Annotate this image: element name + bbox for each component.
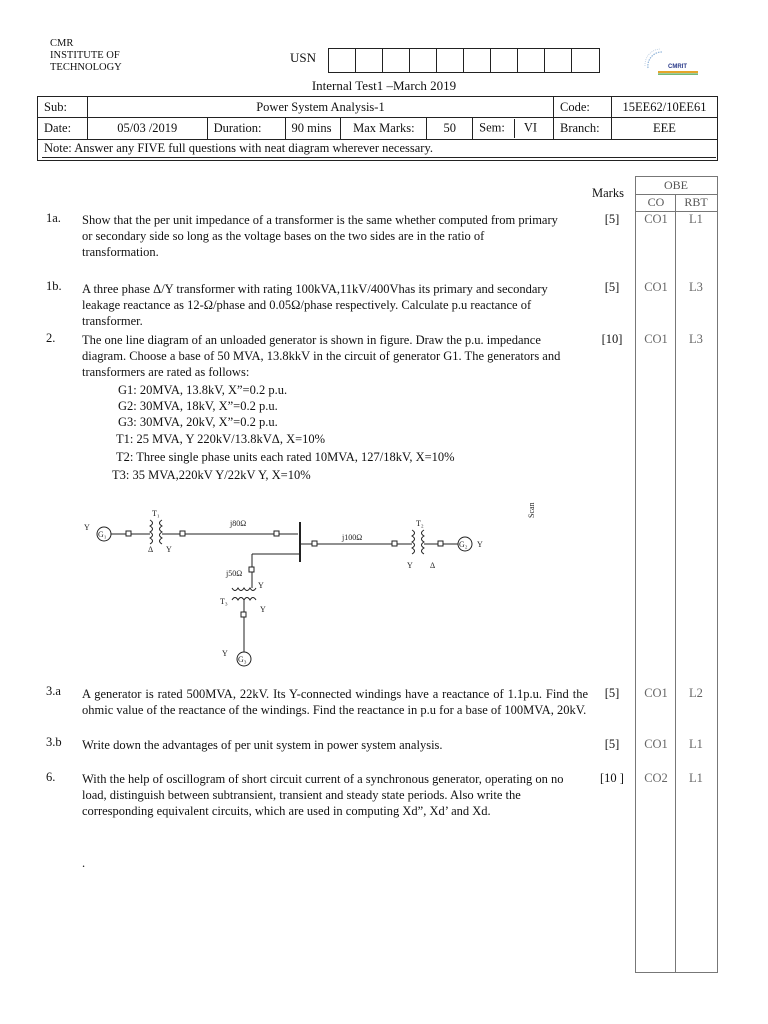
usn-box[interactable]: [518, 49, 545, 72]
usn-box[interactable]: [545, 49, 572, 72]
rating-g3: G3: 30MVA, 20kV, X”=0.2 p.u.: [118, 415, 278, 429]
usn-box[interactable]: [383, 49, 410, 72]
g2-y-label: Y: [477, 540, 483, 549]
question-rbt: L3: [689, 332, 703, 346]
question-text: With the help of oscillogram of short circuit current of a synchronous generator, operating on no load, distinguish between subtransient, transient and steady state periods. Also write the corresponding equivalent circuits, which are used in computing Xd”, Xd’ and Xd.: [82, 772, 564, 818]
marks-header: Marks: [592, 186, 624, 200]
logo-text: CMRIT: [668, 64, 687, 70]
sem-value: VI: [523, 120, 538, 135]
usn-box[interactable]: [572, 49, 599, 72]
t3-label: T₃: [220, 597, 228, 606]
institute-line: INSTITUTE OF: [50, 50, 120, 61]
transformer-t3-primary: [232, 588, 256, 591]
question-co: CO1: [644, 737, 668, 751]
rating-g2: G2: 30MVA, 18kV, X”=0.2 p.u.: [118, 399, 278, 413]
obe-left-border: [635, 176, 636, 973]
cmrit-logo: [640, 46, 702, 76]
question-number: 3.a: [46, 684, 61, 698]
t1-y-label: Y: [166, 545, 172, 554]
g1-y-label: Y: [84, 523, 90, 532]
obe-right-border: [717, 176, 718, 973]
rbt-header: RBT: [684, 195, 708, 209]
usn-box[interactable]: [464, 49, 491, 72]
transformer-t1-secondary: [160, 520, 163, 544]
question-number: 1b.: [46, 279, 62, 293]
t1-label: T₁: [152, 509, 160, 518]
one-line-diagram: [62, 492, 562, 680]
obe-bottom-border: [635, 972, 717, 973]
sub-label: Sub:: [38, 97, 88, 118]
code-label: Code:: [553, 97, 611, 118]
note: Note: Answer any FIVE full questions with neat diagram wherever necessary.: [38, 140, 718, 161]
question-co: CO2: [644, 771, 668, 785]
question-rbt: L1: [689, 212, 703, 226]
rating-t3: T3: 35 MVA,220kV Y/22kV Y, X=10%: [112, 468, 311, 482]
institute-line: CMR: [50, 38, 74, 49]
obe-top-border: [635, 176, 717, 177]
header-table: [37, 96, 718, 161]
question-co: CO1: [644, 686, 668, 700]
test-title: Internal Test1 –March 2019: [311, 78, 457, 93]
question-number: 2.: [46, 331, 56, 345]
transformer-t1-primary: [150, 520, 153, 544]
line-j80-label: j80Ω: [230, 519, 247, 528]
g3-label: G₃: [238, 655, 247, 664]
question-marks: [5]: [604, 686, 620, 700]
duration-label: Duration:: [207, 118, 285, 140]
usn-box[interactable]: [329, 49, 356, 72]
question-co: CO1: [644, 212, 668, 226]
g2-label: G₂: [459, 540, 468, 549]
g3-y-label: Y: [222, 649, 228, 658]
question-number: 3.b: [46, 735, 62, 749]
t3-y-label: Y: [258, 581, 264, 590]
question-marks: [5]: [604, 280, 620, 294]
obe-header: OBE: [664, 178, 688, 192]
sem-label: Sem:: [479, 120, 505, 135]
question-marks: [5]: [604, 737, 620, 751]
usn-label: USN: [290, 50, 317, 65]
usn-box[interactable]: [356, 49, 383, 72]
question-marks: [10]: [601, 332, 623, 346]
question-co: CO1: [644, 332, 668, 346]
rating-t1: T1: 25 MVA, Y 220kV/13.8kVΔ, X=10%: [116, 432, 326, 446]
question-rbt: L1: [689, 737, 703, 751]
line-j100-label: j100Ω: [342, 533, 363, 542]
branch-label: Branch:: [553, 118, 611, 140]
institute-name: [50, 38, 122, 74]
t3-y2-label: Y: [260, 605, 266, 614]
t2-y-label: Y: [407, 561, 413, 570]
question-marks: [10 ]: [600, 771, 624, 785]
question-text: Write down the advantages of per unit system in power system analysis.: [82, 738, 443, 752]
question-number: 6.: [46, 770, 56, 784]
question-rbt: L1: [689, 771, 703, 785]
co-header: CO: [647, 195, 665, 209]
sem-cell: [473, 118, 554, 140]
t2-delta-label: Δ: [430, 561, 436, 570]
t1-delta-label: Δ: [148, 545, 154, 554]
question-number: 1a.: [46, 211, 61, 225]
rating-g1: G1: 20MVA, 13.8kV, X”=0.2 p.u.: [118, 383, 288, 397]
rating-t2: T2: Three single phase units each rated 10MVA, 127/18kV, X=10%: [116, 450, 455, 464]
question-text: A three phase Δ/Y transformer with rating 100kVA,11kV/400Vhas its primary and secondary leakage reactance as 12-Ω/phase and 0.05Ω/phase respectively. Calculate p.u reactance of transformer.: [82, 282, 548, 328]
usn-boxes: [328, 48, 600, 73]
question-co: CO1: [644, 280, 668, 294]
transformer-t3-secondary: [232, 598, 256, 601]
transformer-t2-secondary: [422, 530, 425, 554]
duration-value: 90 mins: [285, 118, 341, 140]
question-marks: [5]: [604, 212, 620, 226]
question-text: A generator is rated 500MVA, 22kV. Its Y-connected windings have a reactance of 1.1p.u. Find the ohmic value of the reactance of the windings. Find the reactance in p.u for a base of 100MVA, 20kV.: [82, 687, 588, 717]
usn-box[interactable]: [491, 49, 518, 72]
date-value: 05/03 /2019: [87, 118, 207, 140]
scan-label: Scan: [527, 502, 536, 518]
line-j50-label: j50Ω: [226, 569, 243, 578]
t2-label: T₂: [416, 519, 424, 528]
institute-line: TECHNOLOGY: [50, 62, 122, 73]
transformer-t2-primary: [412, 530, 415, 554]
co-rbt-divider: [675, 194, 676, 973]
question-text: The one line diagram of an unloaded generator is shown in figure. Draw the p.u. impedance diagram. Choose a base of 50 MVA, 13.8kkV in the circuit of generator G1. The generators and transformers are rated as follows:: [82, 333, 561, 379]
usn-box[interactable]: [437, 49, 464, 72]
trailing-period: .: [82, 856, 86, 870]
code-value: 15EE62/10EE61: [611, 97, 717, 118]
g1-label: G₁: [98, 530, 107, 539]
question-text: Show that the per unit impedance of a transformer is the same whether computed from primary or secondary side so long as the voltage bases on the two sides are in the ratio of transformation.: [82, 213, 558, 259]
branch-value: EEE: [611, 118, 717, 140]
note-underline: [42, 157, 716, 158]
date-label: Date:: [38, 118, 88, 140]
subject-value: Power System Analysis-1: [87, 97, 553, 118]
max-marks-value: 50: [427, 118, 473, 140]
question-rbt: L3: [689, 280, 703, 294]
usn-box[interactable]: [410, 49, 437, 72]
question-rbt: L2: [689, 686, 703, 700]
max-marks-label: Max Marks:: [341, 118, 427, 140]
